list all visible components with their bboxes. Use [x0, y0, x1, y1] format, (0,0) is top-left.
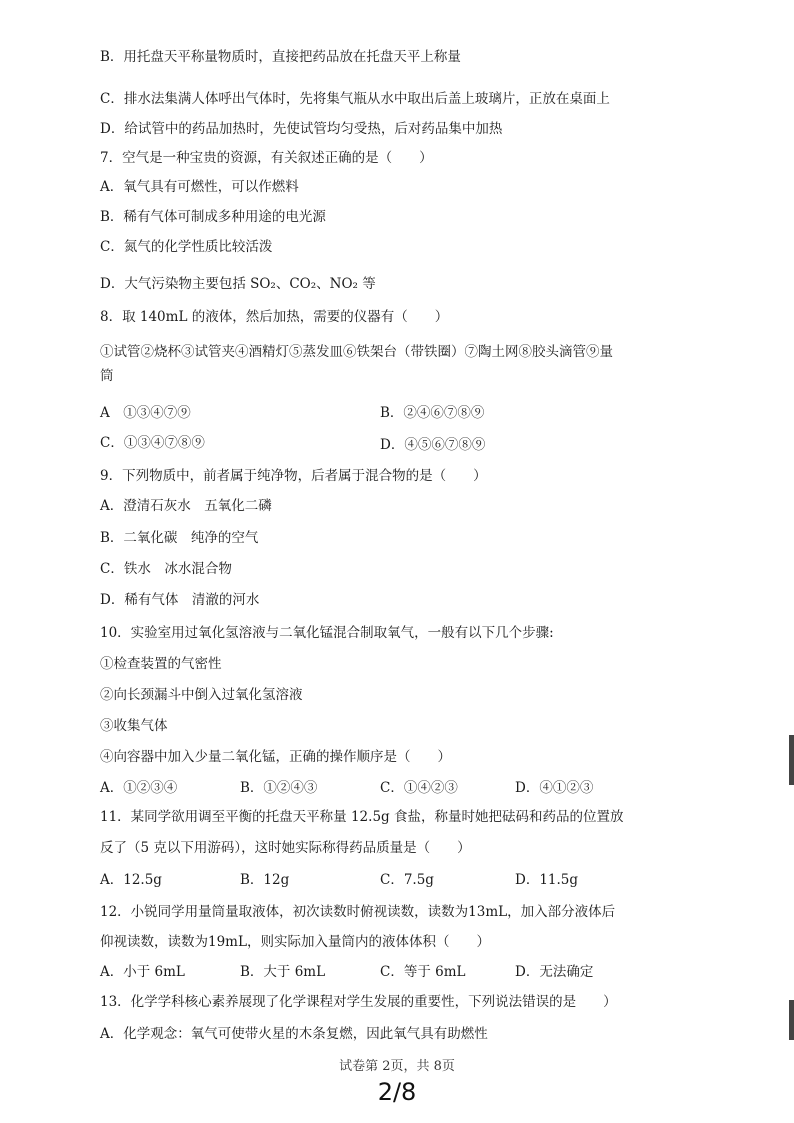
- q11-option-c: C．7.5g: [380, 872, 434, 888]
- q7-option-a: A．氧气具有可燃性，可以作燃料: [100, 179, 299, 195]
- q7-option-d: D．大气污染物主要包括 SO₂、CO₂、NO₂ 等: [100, 276, 376, 292]
- q11-stem: 11．某同学欲用调至平衡的托盘天平称量 12.5g 食盐，称量时她把砝码和药品的位置放: [100, 809, 624, 825]
- q10-step-2: ②向长颈漏斗中倒入过氧化氢溶液: [100, 687, 303, 703]
- q13-stem: 13．化学学科核心素养展现了化学课程对学生发展的重要性，下列说法错误的是 ）: [100, 994, 617, 1010]
- q11-option-a: A．12.5g: [100, 872, 162, 888]
- scan-edge-mark: [789, 1000, 794, 1040]
- q10-option-d: D．④①②③: [515, 780, 594, 796]
- q8-option-c: C．①③④⑦⑧⑨: [100, 435, 205, 451]
- q7-option-c: C．氮气的化学性质比较活泼: [100, 239, 273, 255]
- page-number: 2/8: [377, 1078, 417, 1106]
- q10-option-a: A．①②③④: [100, 780, 178, 796]
- q8-option-b: B．②④⑥⑦⑧⑨: [380, 405, 485, 421]
- q10-stem: 10．实验室用过氧化氢溶液与二氧化锰混合制取氧气，一般有以下几个步骤:: [100, 625, 554, 641]
- q8-option-d: D．④⑤⑥⑦⑧⑨: [380, 437, 486, 453]
- q6-option-c: C．排水法集满人体呼出气体时，先将集气瓶从水中取出后盖上玻璃片，正放在桌面上: [100, 91, 610, 107]
- q8-instrument-list-cont: 筒: [100, 368, 114, 384]
- q7-stem: 7．空气是一种宝贵的资源，有关叙述正确的是（ ）: [100, 150, 433, 166]
- q11-option-b: B．12g: [240, 872, 290, 888]
- q13-option-a: A．化学观念：氧气可使带火星的木条复燃，因此氧气具有助燃性: [100, 1026, 488, 1042]
- q10-step-1: ①检查装置的气密性: [100, 656, 222, 672]
- q9-option-a: A．澄清石灰水 五氧化二磷: [100, 498, 272, 514]
- q6-option-d: D．给试管中的药品加热时，先使试管均匀受热，后对药品集中加热: [100, 121, 503, 137]
- q12-option-a: A．小于 6mL: [100, 964, 185, 980]
- q10-step-4: ④向容器中加入少量二氧化锰，正确的操作顺序是（ ）: [100, 749, 451, 765]
- scan-edge-mark: [789, 735, 794, 785]
- q9-option-c: C．铁水 冰水混合物: [100, 561, 232, 577]
- page-footer: 试卷第 2页，共 8页: [339, 1059, 455, 1074]
- q8-option-a: A ①③④⑦⑨: [100, 405, 191, 421]
- q7-option-b: B．稀有气体可制成多种用途的电光源: [100, 209, 326, 225]
- q6-option-b: B．用托盘天平称量物质时，直接把药品放在托盘天平上称量: [100, 49, 461, 65]
- q11-stem-cont: 反了（5 克以下用游码），这时她实际称得药品质量是（ ）: [100, 840, 471, 856]
- q12-stem-cont: 仰视读数，读数为19mL，则实际加入量筒内的液体体积（ ）: [100, 934, 490, 950]
- q10-step-3: ③收集气体: [100, 718, 168, 734]
- q12-stem: 12．小锐同学用量筒量取液体，初次读数时俯视读数，读数为13mL，加入部分液体后: [100, 904, 616, 920]
- q9-option-d: D．稀有气体 清澈的河水: [100, 592, 260, 608]
- q9-option-b: B．二氧化碳 纯净的空气: [100, 530, 259, 546]
- q10-option-c: C．①④②③: [380, 780, 458, 796]
- q8-instrument-list: ①试管②烧杯③试管夹④酒精灯⑤蒸发皿⑥铁架台（带铁圈）⑦陶土网⑧胶头滴管⑨量: [100, 344, 613, 360]
- q12-option-d: D．无法确定: [515, 964, 594, 980]
- q10-option-b: B．①②④③: [240, 780, 318, 796]
- q8-stem: 8．取 140mL 的液体，然后加热，需要的仪器有（ ）: [100, 309, 449, 325]
- q12-option-b: B．大于 6mL: [240, 964, 326, 980]
- q11-option-d: D．11.5g: [515, 872, 579, 888]
- q12-option-c: C．等于 6mL: [380, 964, 466, 980]
- q9-stem: 9．下列物质中，前者属于纯净物，后者属于混合物的是（ ）: [100, 468, 487, 484]
